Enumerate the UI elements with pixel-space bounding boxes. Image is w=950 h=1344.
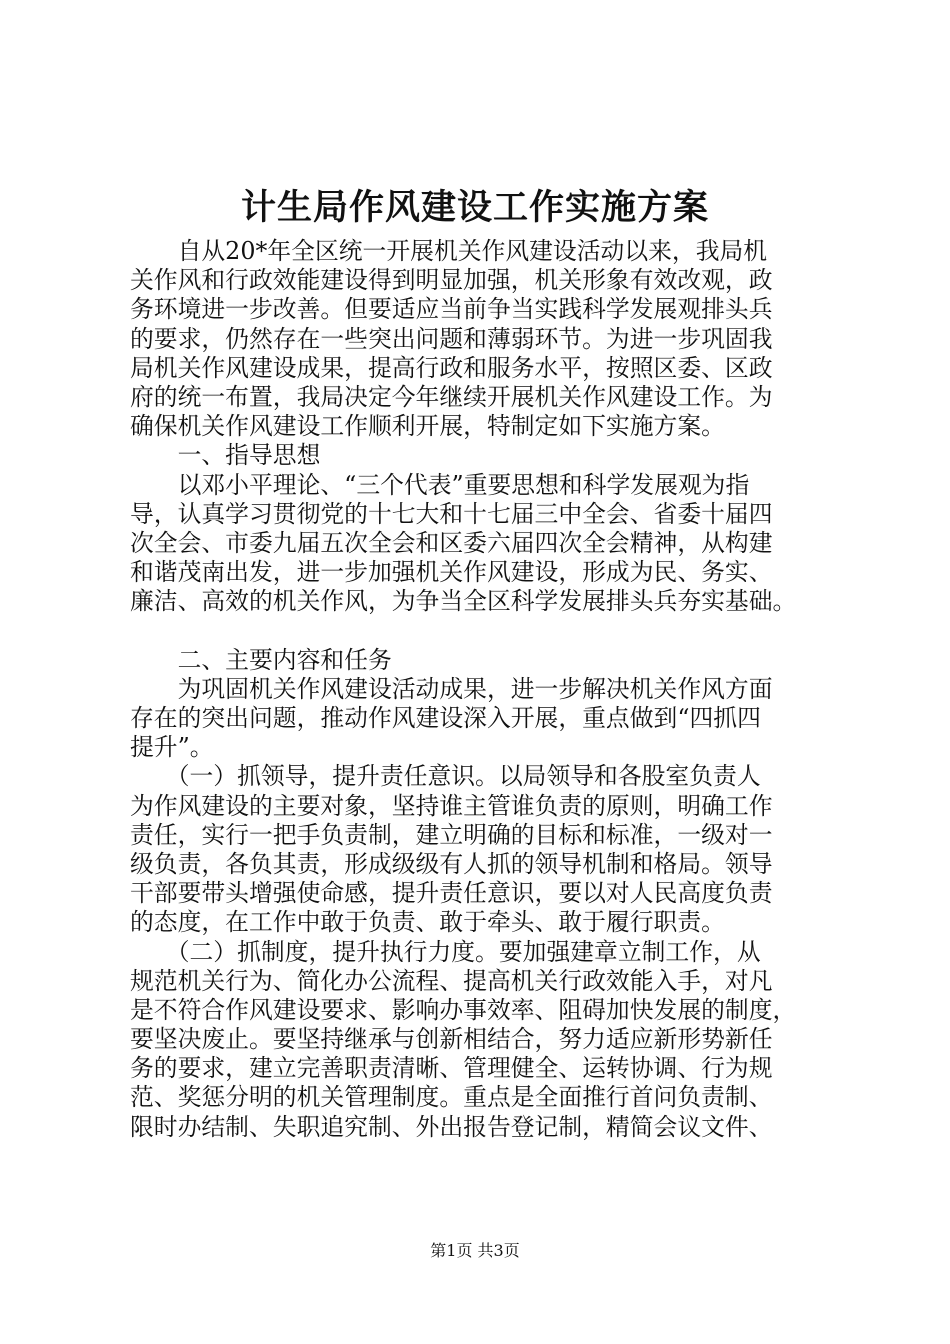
- body-text-line: 的要求，仍然存在一些突出问题和薄弱环节。为进一步巩固我: [130, 324, 773, 353]
- body-text-line: 和谐茂南出发，进一步加强机关作风建设，形成为民、务实、: [130, 558, 773, 587]
- body-text-line: 干部要带头增强使命感，提升责任意识，要以对人民高度负责: [130, 879, 773, 908]
- body-text-line: 以邓小平理论、“三个代表”重要思想和科学发展观为指: [130, 470, 750, 499]
- body-text-line: 廉洁、高效的机关作风，为争当全区科学发展排头兵夯实基础。: [130, 587, 797, 616]
- body-text-line: 关作风和行政效能建设得到明显加强，机关形象有效改观，政: [130, 266, 773, 295]
- body-text-line: 范、奖惩分明的机关管理制度。重点是全面推行首问负责制、: [130, 1083, 773, 1112]
- body-text-line: 级负责，各负其责，形成级级有人抓的领导机制和格局。领导: [130, 849, 773, 878]
- body-text-line: 次全会、市委九届五次全会和区委六届四次全会精神，从构建: [130, 528, 773, 557]
- body-text-line: 限时办结制、失职追究制、外出报告登记制，精简会议文件、: [130, 1112, 773, 1141]
- body-text-line: 自从20*年全区统一开展机关作风建设活动以来，我局机: [130, 237, 768, 265]
- body-text-line: （二）抓制度，提升执行力度。要加强建章立制工作，从: [130, 937, 761, 966]
- body-text-line: 提升”。: [130, 733, 214, 762]
- body-text-line: 规范机关行为、简化办公流程、提高机关行政效能入手，对凡: [130, 966, 773, 995]
- body-text-line: 局机关作风建设成果，提高行政和服务水平，按照区委、区政: [130, 353, 773, 382]
- body-text-line: 导，认真学习贯彻党的十七大和十七届三中全会、省委十届四: [130, 499, 773, 528]
- body-text-line: 府的统一布置，我局决定今年继续开展机关作风建设工作。为: [130, 382, 773, 411]
- body-text-line: 要坚决废止。要坚持继承与创新相结合，努力适应新形势新任: [130, 1025, 773, 1054]
- body-text-line: 的态度，在工作中敢于负责、敢于牵头、敢于履行职责。: [130, 908, 725, 937]
- body-text-line: 是不符合作风建设要求、影响办事效率、阻碍加快发展的制度，: [130, 995, 797, 1024]
- body-text-line: 务的要求，建立完善职责清晰、管理健全、运转协调、行为规: [130, 1054, 773, 1083]
- body-text-line: 二、主要内容和任务: [130, 645, 392, 674]
- body-text-line: 确保机关作风建设工作顺利开展，特制定如下实施方案。: [130, 412, 725, 441]
- body-text-line: 一、指导思想: [130, 441, 321, 470]
- document-title: 计生局作风建设工作实施方案: [240, 187, 709, 228]
- page-footer: 第1页 共3页: [430, 1241, 520, 1260]
- body-text-line: [130, 616, 850, 645]
- document-body: [130, 237, 850, 1142]
- body-text-line: 务环境进一步改善。但要适应当前争当实践科学发展观排头兵: [130, 295, 773, 324]
- body-text-line: 为作风建设的主要对象，坚持谁主管谁负责的原则，明确工作: [130, 791, 773, 820]
- body-text-line: 为巩固机关作风建设活动成果，进一步解决机关作风方面: [130, 674, 773, 703]
- body-text-line: 存在的突出问题，推动作风建设深入开展，重点做到“四抓四: [130, 704, 761, 732]
- body-text-line: （一）抓领导，提升责任意识。以局领导和各股室负责人: [130, 762, 761, 791]
- body-text-line: 责任，实行一把手负责制，建立明确的目标和标准，一级对一: [130, 820, 773, 849]
